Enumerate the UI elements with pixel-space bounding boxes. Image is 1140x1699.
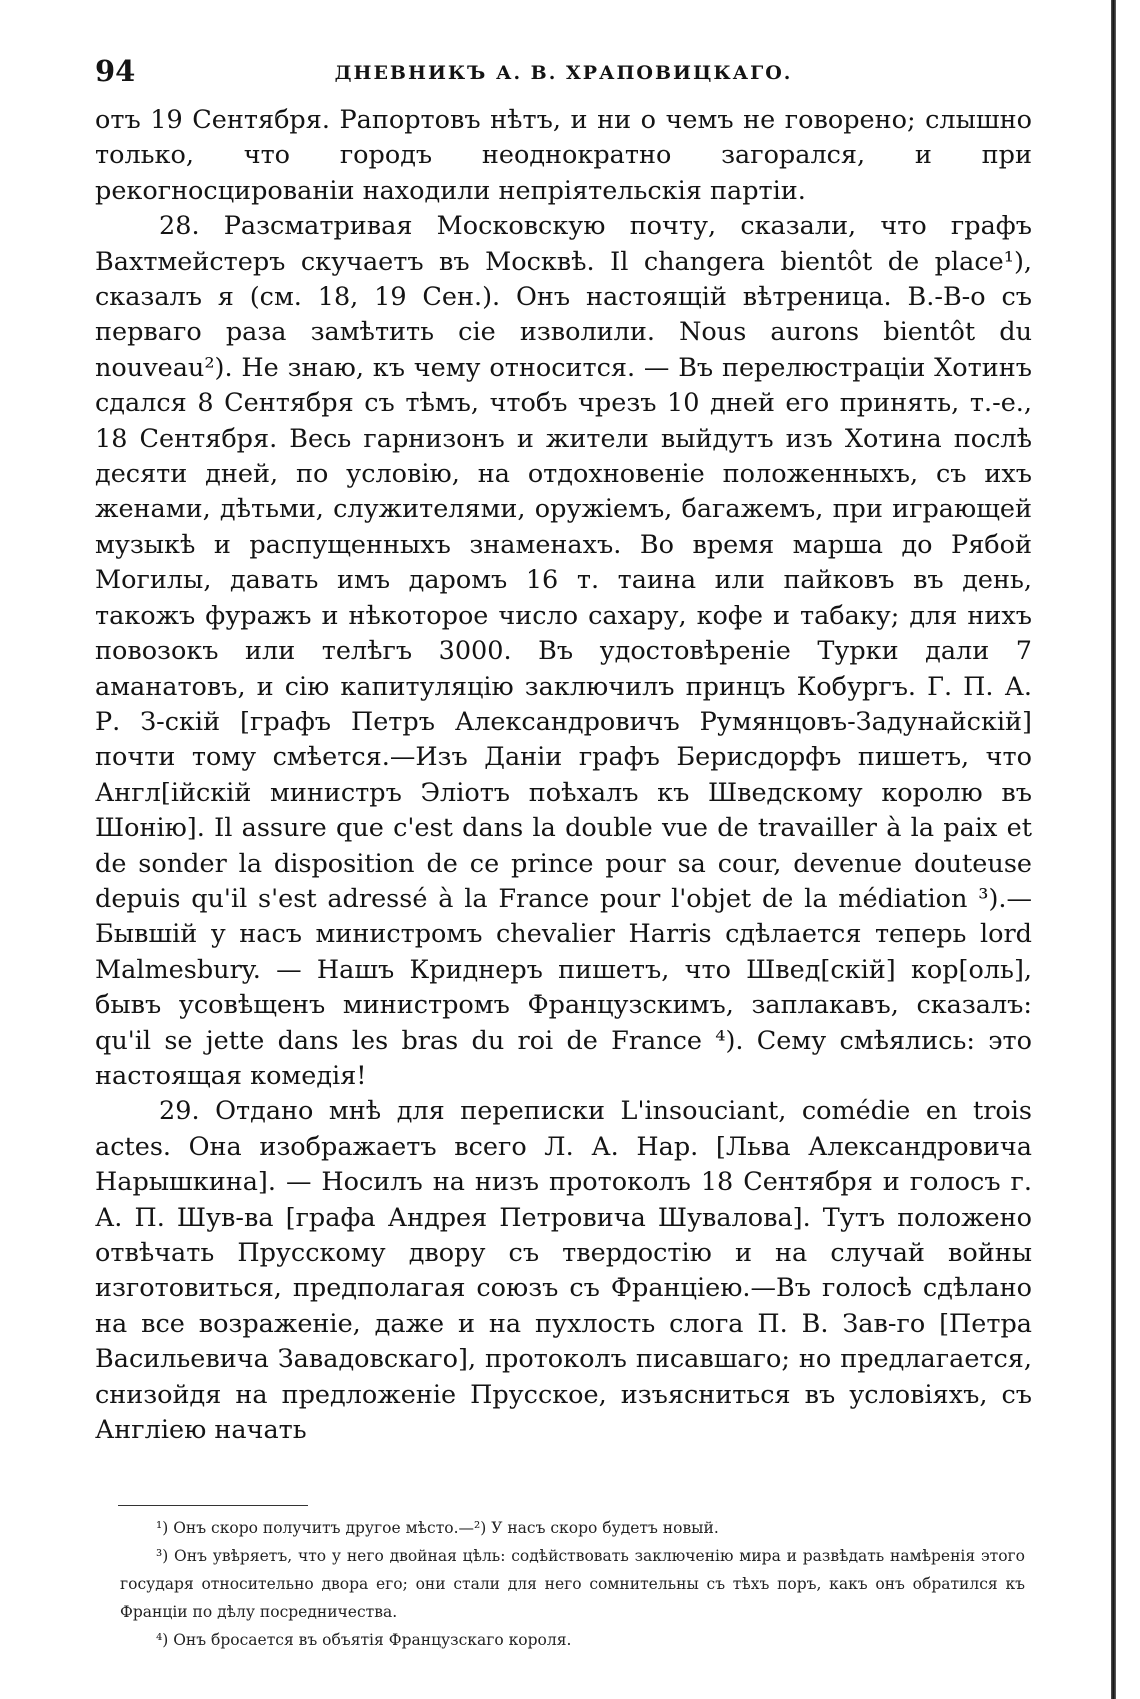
paragraph-entry-28: 28. Разсматривая Московскую почту, сказали, что графъ Вахтмейстеръ скучаетъ въ Москвѣ. Il changera bientôt de place¹), сказалъ я (см. 18, 19 Сен.). Онъ настоящій вѣтреница. В.-В-о съ перваго раза замѣтить сіе изволили. Nous aurons bientôt du nouveau²). Не знаю, къ чему относится. — Въ перелюстраціи Хотинъ сдался 8 Сентября съ тѣмъ, чтобъ чрезъ 10 дней его принять, т.-е., 18 Сентября. Весь гарнизонъ и жители выйдутъ изъ Хотина послѣ десяти дней, по условію, на отдохновеніе положенныхъ, съ ихъ женами, дѣтьми, служителями, оружіемъ, багажемъ, при играющей музыкѣ и распущенныхъ знаменахъ. Во время марша до Рябой Могилы, давать имъ даромъ 16 т. таина или пайковъ въ день, такожъ фуражъ и нѣкоторое число сахару, кофе и табаку; для нихъ повозокъ или телѣгъ 3000. Въ удостовѣреніе Турки дали 7 аманатовъ, и сію капитуляцію заключилъ принцъ Кобургъ. Г. П. А. Р. З-скій [графъ Петръ Александровичъ Румянцовъ-Задунайскій] почти тому смѣется.—Изъ Даніи графъ Берисдорфъ пишетъ, что Англ[ійскій министръ Эліотъ поѣхалъ къ Шведскому королю въ Шонію]. Il assure que c'est dans la double vue de travailler à la paix et de sonder la disposition de ce prince pour sa cour, devenue douteuse depuis qu'il s'est adressé à la France pour l'objet de la médiation ³).—Бывшій у насъ министромъ chevalier Harris сдѣлается теперь lord Malmesbury. — Нашъ Криднеръ пишетъ, что Швед[скій] кор[оль], бывъ усовѣщенъ министромъ Французскимъ, заплакавъ, сказалъ: qu'il se jette dans les bras du roi de France ⁴). Сему смѣялись: это настоящая комедія! (95, 211, 1032, 1091)
running-head: ДНЕВНИКЪ А. В. ХРАПОВИЦКАГО. (334, 62, 793, 84)
page-header (95, 54, 1032, 94)
page-number: 94 (95, 54, 136, 88)
footnote-1-2: ¹) Онъ скоро получитъ другое мѣсто.—²) У насъ скоро будетъ новый. (156, 1519, 719, 1537)
paragraph-entry-29: 29. Отдано мнѣ для переписки L'insouciant, comédie en trois actes. Она изображаетъ всего Л. А. Нар. [Льва Александровича Нарышкина]. — Носилъ на низъ протоколъ 18 Сентября и голосъ г. А. П. Шув-ва [графа Андрея Петровича Шувалова]. Тутъ положено отвѣчать Прусскому двору съ твердостію и на случай войны изготовиться, предполагая союзъ съ Франціею.—Въ голосѣ сдѣлано на все возраженіе, даже и на пухлость слога П. В. Зав-го [Петра Васильевича Завадовскаго], протоколъ писавшаго; но предлагается, снизойдя на предложеніе Прусское, изъясниться въ условіяхъ, съ Англіею начать (95, 1096, 1032, 1446)
footnote-divider (118, 1505, 308, 1506)
paragraph-continuation: отъ 19 Сентября. Рапортовъ нѣтъ, и ни о чемъ не говорено; слышно только, что городъ неоднократно загорался, и при рекогносцированіи находили непріятельскія партіи. (95, 105, 1032, 206)
footnote-3: ³) Онъ увѣряетъ, что у него двойная цѣль: содѣйствовать заключенію мира и развѣдать намѣренія этого государя относительно двора его; они стали для него сомнительны съ тѣхъ поръ, какъ онъ обратился къ Франціи по дѣлу посредничества. (120, 1547, 1025, 1621)
footnote-4: ⁴) Онъ бросается въ объятія Французскаго короля. (156, 1631, 572, 1649)
footnotes (120, 1514, 1025, 1654)
main-text (95, 103, 1032, 1448)
page-edge-shadow (1111, 0, 1116, 1699)
